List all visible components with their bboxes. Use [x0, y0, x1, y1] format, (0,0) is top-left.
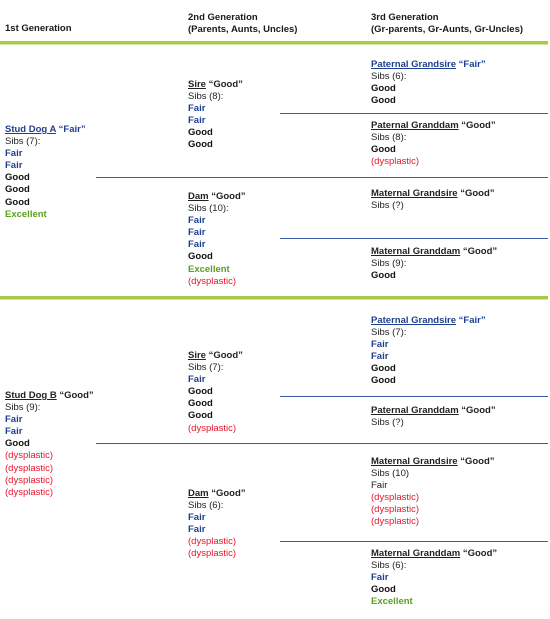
sibs-count: Sibs (10) — [371, 468, 410, 480]
dog-quality: “Good” — [208, 79, 243, 90]
dog-quality: “Fair” — [58, 124, 86, 135]
dog-quality: “Good” — [461, 405, 496, 416]
sibling-rating: Fair — [188, 215, 206, 227]
sibs-count: Sibs (?) — [371, 200, 404, 212]
pedigree-a-stud-card — [5, 124, 86, 221]
sibs-count: Sibs (8): — [188, 91, 224, 103]
sibling-rating: Good — [188, 398, 213, 410]
sibling-rating: (dysplastic) — [371, 516, 420, 528]
dog-quality: “Good” — [461, 120, 496, 131]
dog-name-link[interactable]: Paternal Granddam — [371, 405, 459, 416]
dog-quality: “Fair” — [458, 59, 486, 70]
sibling-rating: (dysplastic) — [5, 474, 54, 486]
dog-title — [371, 246, 497, 258]
dog-quality: “Good” — [460, 188, 495, 199]
pedigree-b-mat-granddam-card — [371, 548, 497, 608]
sibling-rating: Fair — [188, 374, 206, 386]
pedigree-a-mat-grandsire-card — [371, 188, 495, 212]
pedigree-a-branch-line — [96, 177, 548, 178]
sibling-rating: Good — [188, 251, 213, 263]
sibling-rating: (dysplastic) — [188, 275, 237, 287]
dog-title — [188, 488, 246, 500]
dog-quality: “Good” — [211, 191, 246, 202]
sibling-rating: (dysplastic) — [371, 156, 420, 168]
sibling-rating: (dysplastic) — [5, 462, 54, 474]
dog-name-link[interactable]: Maternal Granddam — [371, 246, 461, 257]
sibling-rating: (dysplastic) — [5, 486, 54, 498]
pedigree-a-dam-card — [188, 191, 246, 288]
header-gen1: 1st Generation — [5, 23, 72, 34]
sibling-rating: (dysplastic) — [371, 492, 420, 504]
sibling-rating: Good — [371, 144, 396, 156]
pedigree-a-pat-grandsire-card — [371, 59, 486, 107]
sibling-rating: Good — [5, 196, 30, 208]
dog-name-link[interactable]: Dam — [188, 191, 209, 202]
sibling-rating: Good — [371, 375, 396, 387]
header-gen2-title: 2nd Generation — [188, 12, 258, 23]
sibling-rating: Good — [371, 95, 396, 107]
dog-name-link[interactable]: Paternal Granddam — [371, 120, 459, 131]
header-gen2-subtitle: (Parents, Aunts, Uncles) — [188, 24, 298, 35]
dog-name-link[interactable]: Paternal Grandsire — [371, 315, 457, 326]
sibs-count: Sibs (?) — [371, 417, 404, 429]
dog-title — [188, 191, 246, 203]
sibling-rating: Fair — [371, 351, 389, 363]
sibs-count: Sibs (6): — [371, 71, 407, 83]
dog-quality: “Fair” — [458, 315, 486, 326]
sibs-count: Sibs (8): — [371, 132, 407, 144]
sibling-rating: Fair — [188, 115, 206, 127]
sibling-rating: Good — [188, 410, 213, 422]
sibling-rating: Fair — [188, 239, 206, 251]
sibs-count: Sibs (7): — [371, 327, 407, 339]
sibling-rating: Good — [188, 127, 213, 139]
header-gen3 — [371, 12, 523, 36]
dog-title — [371, 188, 495, 200]
dog-title — [371, 548, 497, 560]
dog-title — [188, 350, 243, 362]
dog-quality: “Good” — [59, 390, 94, 401]
dog-name-link[interactable]: Sire — [188, 350, 206, 361]
pedigree-a-sire-branch-line — [280, 113, 548, 114]
pedigree-a-pat-granddam-card — [371, 120, 496, 168]
pedigree-divider — [0, 296, 548, 300]
dog-quality: “Good” — [211, 488, 246, 499]
sibling-rating: Excellent — [188, 263, 230, 275]
sibling-rating: Good — [371, 83, 396, 95]
sibling-rating: Fair — [188, 524, 206, 536]
dog-name-link[interactable]: Paternal Grandsire — [371, 59, 457, 70]
sibs-count: Sibs (6): — [188, 500, 224, 512]
pedigree-b-stud-card — [5, 390, 94, 499]
header-gen2 — [188, 12, 297, 36]
sibs-count: Sibs (9): — [371, 258, 407, 270]
pedigree-b-sire-branch-line — [280, 396, 548, 397]
sibling-rating: Fair — [188, 103, 206, 115]
sibling-rating: (dysplastic) — [371, 504, 420, 516]
pedigree-b-dam-card — [188, 488, 246, 561]
dog-title — [371, 59, 486, 71]
dog-quality: “Good” — [208, 350, 243, 361]
sibling-rating: Fair — [5, 426, 23, 438]
pedigree-b-dam-branch-line — [280, 541, 548, 542]
dog-title — [5, 124, 86, 136]
dog-quality: “Good” — [462, 548, 498, 559]
sibling-rating: Good — [371, 270, 396, 282]
header-gen3-title: 3rd Generation — [371, 12, 439, 23]
sibling-rating: Good — [371, 584, 396, 596]
sibling-rating: Good — [5, 438, 30, 450]
dog-name-link[interactable]: Maternal Granddam — [371, 548, 461, 559]
dog-quality: “Good” — [462, 246, 498, 257]
dog-quality: “Good” — [460, 456, 495, 467]
sibling-rating: Fair — [5, 160, 23, 172]
pedigree-b-branch-line — [96, 443, 548, 444]
dog-title — [371, 456, 495, 468]
pedigree-a-mat-granddam-card — [371, 246, 497, 282]
dog-name-link[interactable]: Dam — [188, 488, 209, 499]
dog-name-link[interactable]: Maternal Grandsire — [371, 188, 458, 199]
dog-name-link[interactable]: Stud Dog A — [5, 124, 57, 135]
sibs-count: Sibs (7): — [5, 136, 41, 148]
sibling-rating: (dysplastic) — [188, 548, 237, 560]
dog-title — [188, 79, 243, 91]
sibling-rating: (dysplastic) — [5, 450, 54, 462]
pedigree-b-mat-grandsire-card — [371, 456, 495, 529]
dog-title — [371, 315, 486, 327]
dog-name-link[interactable]: Stud Dog B — [5, 390, 57, 401]
sibling-rating: Fair — [5, 148, 23, 160]
sibling-rating: Good — [5, 184, 30, 196]
sibling-rating: (dysplastic) — [188, 536, 237, 548]
sibling-rating: Good — [188, 139, 213, 151]
sibs-count: Sibs (10): — [188, 203, 229, 215]
sibs-count: Sibs (9): — [5, 402, 41, 414]
sibling-rating: (dysplastic) — [188, 422, 237, 434]
sibling-rating: Fair — [371, 480, 388, 492]
pedigree-a-dam-branch-line — [280, 238, 548, 239]
dog-title — [371, 405, 496, 417]
pedigree-b-pat-grandsire-card — [371, 315, 486, 388]
sibs-count: Sibs (6): — [371, 560, 407, 572]
pedigree-b-pat-granddam-card — [371, 405, 496, 429]
dog-title — [371, 120, 496, 132]
dog-name-link[interactable]: Sire — [188, 79, 206, 90]
sibling-rating: Good — [188, 386, 213, 398]
header-gen3-subtitle: (Gr-parents, Gr-Aunts, Gr-Uncles) — [371, 24, 524, 35]
sibling-rating: Fair — [188, 512, 206, 524]
sibling-rating: Excellent — [371, 596, 413, 608]
sibling-rating: Good — [371, 363, 396, 375]
sibling-rating: Fair — [371, 339, 389, 351]
sibling-rating: Fair — [371, 572, 389, 584]
dog-title — [5, 390, 94, 402]
pedigree-b-sire-card — [188, 350, 243, 435]
sibling-rating: Fair — [5, 414, 23, 426]
sibling-rating: Fair — [188, 227, 206, 239]
pedigree-a-sire-card — [188, 79, 243, 152]
sibling-rating: Good — [5, 172, 30, 184]
dog-name-link[interactable]: Maternal Grandsire — [371, 456, 458, 467]
header-divider — [0, 41, 548, 45]
sibs-count: Sibs (7): — [188, 362, 224, 374]
sibling-rating: Excellent — [5, 208, 47, 220]
